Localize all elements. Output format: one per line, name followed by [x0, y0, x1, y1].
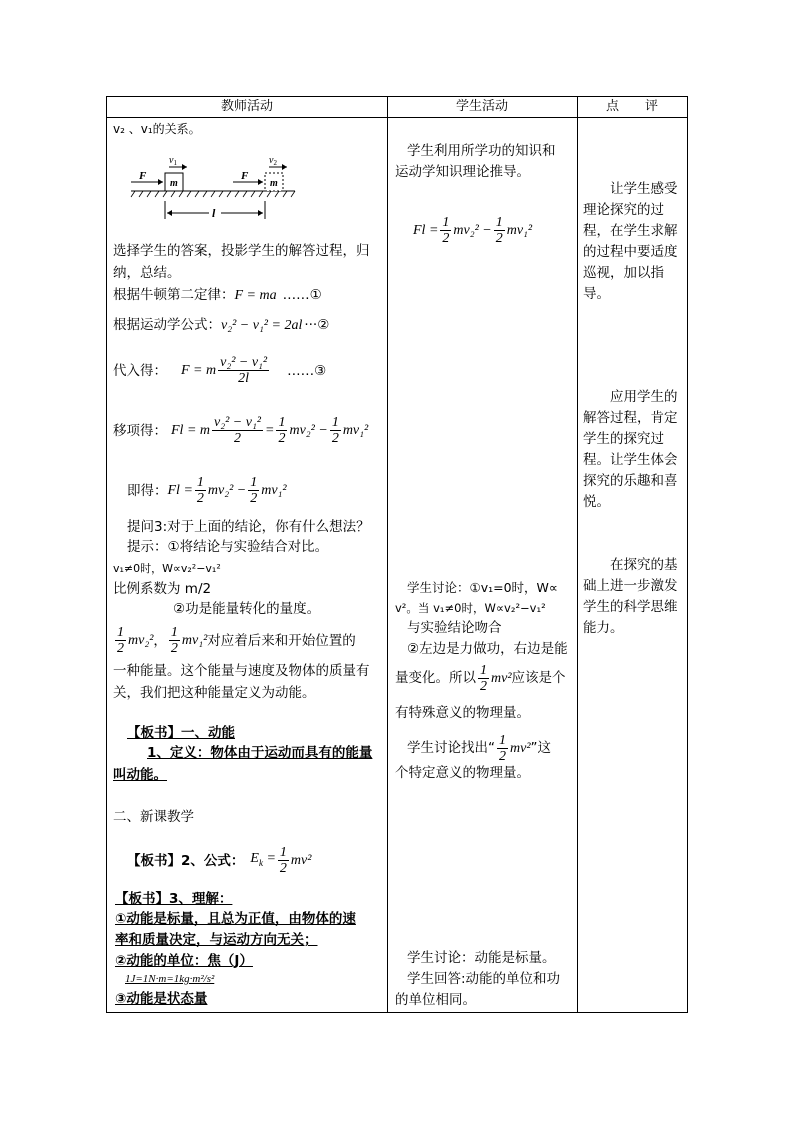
force-label-2: F [241, 170, 249, 182]
student-line-4a: 量变化。所以 [395, 670, 476, 686]
comment-1: 让学生感受理论探究的过程，在学生求解的过程中要适度巡视，加以指导。 [583, 181, 678, 302]
column-divider-2 [577, 97, 578, 1012]
paragraph-line-1: 对应着后来和开始位置的 [207, 632, 356, 649]
kinematics-number: ···② [304, 317, 330, 333]
student-line-2c: 与实验结论吻合 [407, 620, 502, 636]
hint-formula: v₁≠0时，W∝v₂²−v₁² [113, 562, 221, 575]
board-title-1: 【板书】一、动能 [127, 725, 235, 741]
definition-line-1: 1、定义：物体由于运动而具有的能量 [147, 745, 373, 761]
newton-equation: F = ma [234, 288, 277, 303]
student-line-8: 学生讨论：动能是标量。 [407, 950, 556, 966]
understanding-3: ③动能是状态量 [115, 991, 208, 1007]
rearrange-line: 移项得： Fl = m $\frac{\text{v₂² − v₁²}}{2}$ = $\frac{1}{2}$ mv₂² − $\frac{1}{2}$ mv₁² [113, 415, 369, 446]
understanding-1b: 率和质量决定，与运动方向无关； [115, 932, 318, 948]
student-line-9b: 的单位相同。 [395, 992, 476, 1008]
result-label: 即得： [127, 482, 168, 499]
newton-label: 根据牛顿第二定律： [113, 287, 235, 303]
student-line-4: 量变化。所以 $\frac{1}{2}$ mv² 应该是个 [395, 663, 566, 694]
lesson-table [106, 96, 688, 1013]
ratio-text: 比例系数为 m/2 [113, 581, 212, 597]
definition-line-2: 叫动能。 [113, 767, 167, 783]
student-line-1a: 学生利用所学功的知识和 [407, 143, 556, 159]
student-line-6b: ”这 [530, 740, 552, 756]
substitution-line: 代入得： F = m $\frac{\text{v₂² − v₁²}}{2l}$ ……③ [113, 355, 327, 386]
substitution-number: ……③ [287, 362, 327, 379]
svg-text:v1 [169, 155, 177, 167]
kinematics-equation: v₂² − v₁² = 2al [221, 318, 303, 333]
header-teacher: 教师活动 [220, 99, 273, 114]
section-2-title: 二、新课教学 [113, 809, 194, 825]
substitution-label: 代入得： [113, 362, 167, 379]
header-student: 学生活动 [455, 99, 508, 114]
energy-terms-line: $\frac{1}{2}$ mv₂² ， $\frac{1}{2}$ mv₁² 对应着后来和开始位置的 [117, 625, 356, 656]
v1-label: v [169, 155, 174, 166]
student-line-2a: 学生讨论：①v₁=0时，W∝ [407, 580, 558, 595]
student-line-1b: 运动学知识理论推导。 [395, 164, 530, 180]
summary-line-2: 纳，总结。 [113, 265, 181, 281]
kinematics-line [113, 315, 329, 336]
v2-subscript: 2 [273, 159, 277, 167]
student-line-6: 学生讨论找出“ $\frac{1}{2}$ mv² ”这 [407, 733, 552, 764]
force-label-1: F [139, 170, 147, 182]
svg-text:v2 [269, 155, 277, 167]
rearrange-label: 移项得： [113, 422, 167, 439]
student-line-9a: 学生回答:动能的单位和功 [407, 971, 561, 987]
student-line-6a: 学生讨论找出“ [407, 740, 495, 756]
header-comment: 点 评 [605, 99, 658, 114]
paragraph-line-2: 一种能量。这个能量与速度及物体的质量有 [113, 663, 370, 679]
v1-subscript: 1 [173, 159, 177, 167]
paragraph-line-3: 关，我们把这种能量定义为动能。 [113, 685, 316, 701]
v2-label: v [269, 155, 274, 166]
student-equation: Fl = $\frac{1}{2}$ mv₂² − $\frac{1}{2}$ mv₁² [413, 215, 533, 246]
comment-2: 应用学生的解答过程，肯定学生的探究过程。让学生体会探究的乐趣和喜悦。 [583, 389, 678, 510]
result-line: 即得： Fl = $\frac{1}{2}$ mv₂² − $\frac{1}{2}$ mv₁² [127, 475, 287, 506]
intro-text: v₂ 、v₁的关系。 [113, 122, 201, 136]
block1-label: m [170, 178, 178, 189]
summary-line-1: 选择学生的答案，投影学生的解答过程，归 [113, 243, 370, 259]
newton-number: ……① [282, 287, 322, 303]
student-line-3: ②左边是力做功，右边是能 [407, 641, 568, 657]
understanding-2: ②动能的单位：焦（J） [115, 953, 253, 969]
distance-label: l [212, 206, 216, 220]
comment-3: 在探究的基础上进一步激发学生的科学思维能力。 [583, 557, 678, 636]
student-line-4b: 应该是个 [511, 670, 566, 686]
board-title-2: 【板书】2、公式： [127, 852, 245, 869]
student-line-7: 个特定意义的物理量。 [395, 765, 530, 781]
hint-1: 提示：①将结论与实验结合对比。 [127, 539, 329, 555]
understanding-1a: ①动能是标量，且总为正值，由物体的速 [115, 911, 356, 927]
board-title-3: 【板书】3、理解： [115, 891, 233, 907]
formula-line: 【板书】2、公式： $E_k$ = $\frac{1}{2}$ mv² [127, 845, 312, 876]
kinematics-label: 根据运动学公式： [113, 317, 221, 333]
unit-formula: 1J=1N·m=1kg·m²/s² [125, 973, 215, 985]
newton-law-line [113, 285, 322, 306]
hint-2: ②功是能量转化的量度。 [173, 601, 321, 617]
block2-label: m [270, 178, 278, 189]
column-divider-1 [387, 97, 388, 1012]
question-3: 提问3:对于上面的结论，你有什么想法？ [127, 519, 370, 535]
header-divider [107, 117, 687, 118]
student-line-2b: v²。当 v₁≠0时，W∝v₂²−v₁² [395, 601, 546, 615]
student-line-5: 有特殊意义的物理量。 [395, 705, 530, 721]
motion-diagram [125, 147, 365, 227]
